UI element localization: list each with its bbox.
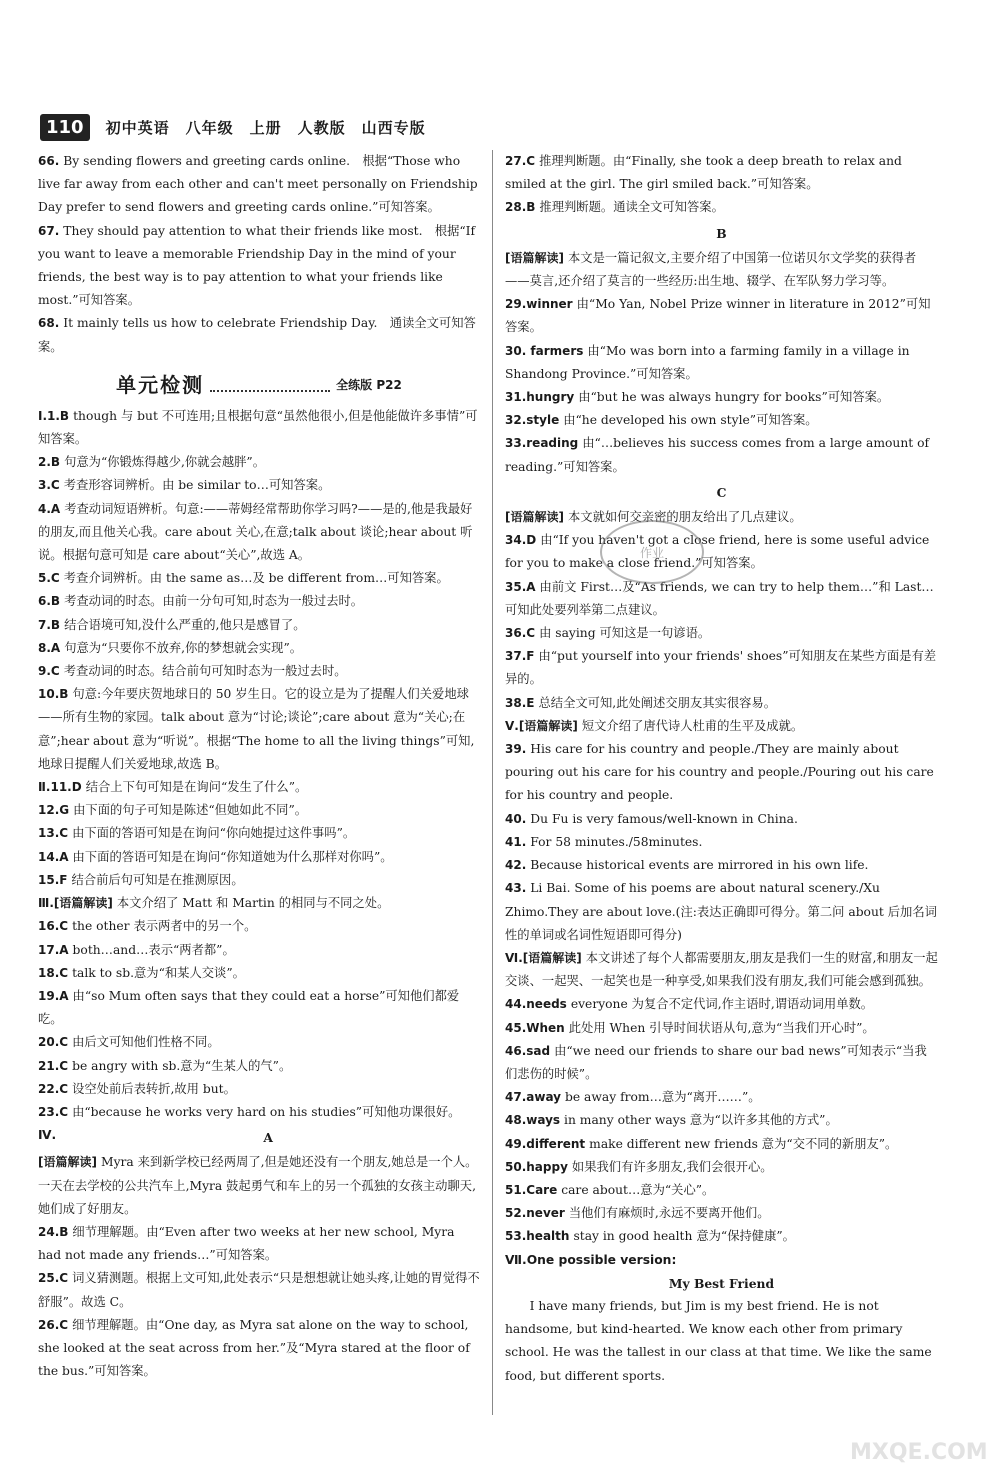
answer-number: 17.A xyxy=(38,942,69,957)
answer-entry xyxy=(505,622,938,645)
answer-entry xyxy=(38,405,480,451)
answer-entry xyxy=(38,567,480,590)
answer-text: both…and…表示“两者都”。 xyxy=(72,942,235,957)
answer-number: [语篇解读] xyxy=(38,1155,97,1170)
answer-number: 35.A xyxy=(505,579,536,594)
right-entries-c xyxy=(505,506,938,1249)
answer-entry xyxy=(38,1314,480,1384)
answer-number: 67. xyxy=(38,223,60,238)
answer-entry xyxy=(38,1221,480,1267)
homework-stamp: 作业 xyxy=(600,520,704,584)
answer-number: 43. xyxy=(505,881,527,896)
answer-entry xyxy=(505,645,938,691)
answer-number: 2.B xyxy=(38,455,61,470)
answer-text: 由前文 First…及“As friends, we can try to help them…”和 Last…可知此处要列举第二点建议。 xyxy=(505,579,934,617)
answer-number: 47.away xyxy=(505,1090,561,1105)
answer-entry xyxy=(505,150,938,196)
answer-entry xyxy=(38,660,480,683)
part7-heading: Ⅶ.One possible version: xyxy=(505,1252,677,1267)
answer-number: 40. xyxy=(505,811,527,826)
answer-number: 19.A xyxy=(38,988,69,1003)
answer-entry xyxy=(505,1086,938,1109)
answer-text: care about…意为“关心”。 xyxy=(561,1182,715,1197)
answer-number: 26.C xyxy=(38,1317,69,1332)
answer-text: make different new friends 意为“交不同的新朋友”。 xyxy=(589,1136,898,1151)
answer-text: 考查动词的时态。结合前句可知时态为一般过去时。 xyxy=(63,664,347,679)
answer-entry xyxy=(38,1101,480,1124)
answer-number: Ⅴ.[语篇解读] xyxy=(505,718,578,733)
answer-text: 由下面的答语可知是在询问“你知道她为什么那样对你吗”。 xyxy=(72,849,393,864)
answer-number: Ⅱ.11.D xyxy=(38,780,82,795)
answer-entry xyxy=(505,831,938,854)
part4-letter: A xyxy=(263,1130,273,1146)
answer-number: 28.B xyxy=(505,200,536,215)
answer-text: 句意:今年要庆贺地球日的 50 岁生日。它的设立是为了提醒人们关爱地球——所有生物的家园。talk about 意为“讨论;谈论”;care about 意为“关心;在意”;hear about 意为“听说”。根据“The home to all the living things”可知,地球日提醒人们关爱地球,故选 B。 xyxy=(38,687,475,771)
answer-entry xyxy=(505,432,938,478)
answer-number: 12.G xyxy=(38,803,70,818)
answer-number: 53.health xyxy=(505,1229,570,1244)
answer-text: talk to sb.意为“和某人交谈”。 xyxy=(72,965,245,980)
page-header xyxy=(40,110,426,144)
answer-number: 20.C xyxy=(38,1035,69,1050)
answer-entry xyxy=(38,939,480,962)
page-number: 110 xyxy=(40,114,90,141)
answer-number: 8.A xyxy=(38,640,61,655)
answer-text: 由“Mo Yan, Nobel Prize winner in literature in 2012”可知答案。 xyxy=(505,297,931,335)
answer-entry xyxy=(505,854,938,877)
answer-entry xyxy=(38,962,480,985)
answer-number: 6.B xyxy=(38,594,61,609)
answer-entry xyxy=(38,683,480,776)
answer-text: Du Fu is very famous/well-known in China. xyxy=(530,811,798,826)
answer-number: 51.Care xyxy=(505,1182,558,1197)
answer-entry xyxy=(505,247,938,293)
answer-text: 由后文可知他们性格不同。 xyxy=(72,1035,220,1050)
answer-entry xyxy=(38,846,480,869)
answer-number: 66. xyxy=(38,154,60,168)
answer-entry xyxy=(38,776,480,799)
answer-number: 44.needs xyxy=(505,997,567,1012)
answer-text: though 与 but 不可连用;且根据句意“虽然他很小,但是他能做许多事情”可知答案。 xyxy=(38,408,478,447)
answer-number: 15.F xyxy=(38,872,68,887)
answer-entry xyxy=(505,738,938,808)
answer-text: Li Bai. Some of his poems are about natural scenery./Xu Zhimo.They are about love.(注:表达正确即可得分。第二问 about 后加名词性的单词或名词性短语即可得分) xyxy=(505,881,937,942)
answer-text: Myra 来到新学校已经两周了,但是她还没有一个朋友,她总是一个人。一天在去学校的公共汽车上,Myra 鼓起勇气和车上的另一个孤独的女孩主动聊天,她们成了好朋友。 xyxy=(38,1155,478,1216)
answer-number: 34.D xyxy=(505,533,537,548)
section-dots xyxy=(210,380,330,392)
answer-number: 13.C xyxy=(38,826,69,841)
answer-number: 7.B xyxy=(38,617,61,632)
right-column xyxy=(505,150,938,1388)
answer-text: For 58 minutes./58minutes. xyxy=(530,834,703,849)
section-ref: 全练版 P22 xyxy=(336,378,402,393)
answer-text: stay in good health 意为“保持健康”。 xyxy=(573,1229,795,1244)
answer-entry xyxy=(505,1109,938,1132)
answer-text: 短文介绍了唐代诗人杜甫的生平及成就。 xyxy=(581,718,804,733)
answer-entry xyxy=(38,150,480,220)
answer-entry xyxy=(505,1040,938,1086)
answer-entry xyxy=(505,1202,938,1225)
answer-text: be angry with sb.意为“生某人的气”。 xyxy=(72,1058,292,1073)
answer-entry xyxy=(38,474,480,497)
answer-text: 由下面的句子可知是陈述“但她如此不同”。 xyxy=(73,803,308,818)
left-column xyxy=(38,150,480,1383)
answer-number: 45.When xyxy=(505,1020,565,1035)
answer-text: 由“put yourself into your friends' shoes”可知朋友在某些方面是有差异的。 xyxy=(505,649,937,687)
essay-title: My Best Friend xyxy=(668,1275,775,1291)
answer-number: 14.A xyxy=(38,849,69,864)
left-top-entries xyxy=(38,150,480,359)
answer-entry xyxy=(38,590,480,613)
answer-text: 句意为“你锻炼得越少,你就会越胖”。 xyxy=(64,455,265,470)
answer-text: 由“…believes his success comes from a large amount of reading.”可知答案。 xyxy=(505,436,930,474)
answer-text: 考查动词短语辨析。句意:——蒂姆经常帮助你学习吗?——是的,他是我最好的朋友,而且他关心我。care about 关心,在意;talk about 谈论;hear about 听说。根据句意可知是 care about“关心”,故选 A。 xyxy=(38,501,473,563)
answer-text: 由“he developed his own style”可知答案。 xyxy=(563,413,818,428)
answer-number: 33.reading xyxy=(505,436,579,451)
answer-entry xyxy=(38,799,480,822)
answer-text: His care for his country and people./They are mainly about pouring out his care for his country and people./Pouring out his care for his country and people. xyxy=(505,742,934,803)
answer-number: 31.hungry xyxy=(505,390,575,405)
answer-entry xyxy=(38,1267,480,1313)
essay-text: I have many friends, but Jim is my best friend. He is not handsome, but kind-hearted. We know each other from primary school. He was the tallest in our class at that time. We like the same food, but different sports. xyxy=(505,1298,932,1383)
answer-number: 52.never xyxy=(505,1206,565,1221)
answer-text: 句意为“只要你不放弃,你的梦想就会实现”。 xyxy=(64,640,303,655)
answer-number: 50.happy xyxy=(505,1159,568,1174)
answer-number: 30. farmers xyxy=(505,343,584,358)
answer-number: [语篇解读] xyxy=(505,250,564,265)
right-entries-a xyxy=(505,150,938,220)
answer-number: 16.C xyxy=(38,919,69,934)
answer-text: 由“we need our friends to share our bad news”可知表示“当我们悲伤的时候”。 xyxy=(505,1043,927,1081)
answer-text: 考查动词的时态。由前一分句可知,时态为一般过去时。 xyxy=(64,594,364,609)
answer-entry xyxy=(38,915,480,938)
answer-text: Because historical events are mirrored in his own life. xyxy=(530,858,869,873)
answer-text: 考查介词辨析。由 the same as…及 be different from…可知答案。 xyxy=(63,571,449,586)
part4-heading xyxy=(38,1124,480,1151)
letter-b: B xyxy=(716,225,727,241)
answer-entry xyxy=(38,892,480,915)
answer-entry xyxy=(38,451,480,474)
answer-text: be away from…意为“离开……”。 xyxy=(565,1090,761,1105)
answer-text: By sending flowers and greeting cards online. 根据“Those who live far away from each other and can't meet personally on Friendship Day prefer to send flowers and greeting cards online.”可知答案。 xyxy=(38,154,478,215)
answer-number: Ⅰ.1.B xyxy=(38,408,70,423)
answer-text: the other 表示两者中的另一个。 xyxy=(72,919,257,934)
answer-entry xyxy=(505,692,938,715)
answer-entry xyxy=(38,1151,480,1221)
answer-entry xyxy=(505,529,938,575)
left-main-entries xyxy=(38,405,480,1124)
answer-number: Ⅲ.[语篇解读] xyxy=(38,896,113,911)
answer-number: 3.C xyxy=(38,478,60,493)
answer-number: 32.style xyxy=(505,413,560,428)
answer-entry xyxy=(505,1225,938,1248)
answer-entry xyxy=(505,506,938,529)
answer-number: 10.B xyxy=(38,687,69,702)
answer-entry xyxy=(38,498,480,568)
answer-text: 考查形容词辨析。由 be similar to…可知答案。 xyxy=(63,478,331,493)
answer-text: 由“Mo was born into a farming family in a village in Shandong Province.”可知答案。 xyxy=(505,343,910,381)
answer-text: 细节理解题。由“Even after two weeks at her new school, Myra had not made any friends…”可知答案。 xyxy=(38,1224,455,1263)
answer-entry xyxy=(505,877,938,947)
answer-entry xyxy=(38,869,480,892)
section-header xyxy=(38,369,480,403)
column-divider xyxy=(492,150,493,1415)
answer-entry xyxy=(505,293,938,339)
answer-text: 词义猜测题。根据上文可知,此处表示“只是想想就让她头疼,让她的胃觉得不舒服”。故选 C。 xyxy=(38,1271,480,1309)
answer-number: 21.C xyxy=(38,1058,69,1073)
answer-entry xyxy=(505,340,938,386)
answer-number: Ⅵ.[语篇解读] xyxy=(505,950,582,965)
answer-text: 此处用 When 引导时间状语从句,意为“当我们开心时”。 xyxy=(568,1020,875,1035)
answer-entry xyxy=(505,1133,938,1156)
answer-text: 本文是一篇记叙文,主要介绍了中国第一位诺贝尔文学奖的获得者——莫言,还介绍了莫言的一些经历:出生地、辍学、在军队努力学习等。 xyxy=(505,250,917,289)
answer-text: 结合前后句可知是在推测原因。 xyxy=(71,872,244,887)
answer-number: 22.C xyxy=(38,1081,69,1096)
answer-entry xyxy=(505,1156,938,1179)
answer-number: 46.sad xyxy=(505,1043,551,1058)
answer-entry xyxy=(505,808,938,831)
left-main2-entries xyxy=(38,1151,480,1383)
answer-number: 42. xyxy=(505,858,527,873)
answer-number: 23.C xyxy=(38,1104,69,1119)
answer-entry xyxy=(38,1055,480,1078)
answer-entry xyxy=(505,409,938,432)
answer-text: in many other ways 意为“以许多其他的方式”。 xyxy=(564,1113,838,1128)
answer-entry xyxy=(505,1179,938,1202)
answer-number: [语篇解读] xyxy=(505,510,564,525)
answer-entry xyxy=(38,220,480,313)
answer-entry xyxy=(505,576,938,622)
answer-entry xyxy=(505,715,938,738)
answer-number: 49.different xyxy=(505,1136,586,1151)
answer-entry xyxy=(38,312,480,358)
answer-text: They should pay attention to what their friends like most. 根据“If you want to leave a memorable Friendship Day in the mind of your friends, the best way is to pay attention to what your friends like most.”可知答案。 xyxy=(38,223,476,308)
answer-text: 细节理解题。由“One day, as Myra sat alone on the way to school, she looked at the seat across from her.”及“Myra stared at the floor of the bus.”可知答案。 xyxy=(38,1317,470,1379)
answer-entry xyxy=(38,614,480,637)
answer-number: 37.F xyxy=(505,649,535,664)
answer-number: 27.C xyxy=(505,154,536,168)
answer-text: 结合语境可知,没什么严重的,他只是感冒了。 xyxy=(64,617,306,632)
answer-text: It mainly tells us how to celebrate Friendship Day. 通读全文可知答案。 xyxy=(38,316,476,354)
answer-entry xyxy=(505,1017,938,1040)
answer-text: 由 saying 可知这是一句谚语。 xyxy=(539,626,711,641)
answer-entry xyxy=(505,196,938,219)
answer-entry xyxy=(38,1031,480,1054)
answer-number: 9.C xyxy=(38,664,60,679)
answer-entry xyxy=(38,822,480,845)
answer-text: 如果我们有许多朋友,我们会很开心。 xyxy=(571,1159,773,1174)
answer-number: 25.C xyxy=(38,1271,69,1286)
answer-text: 本文就如何交亲密的朋友给出了几点建议。 xyxy=(567,510,802,525)
part4-label: Ⅳ. xyxy=(38,1128,57,1143)
answer-text: 推理判断题。由“Finally, she took a deep breath to relax and smiled at the girl. The girl smiled back.”可知答案。 xyxy=(505,154,902,192)
answer-entry xyxy=(38,1078,480,1101)
answer-entry xyxy=(505,947,938,993)
answer-entry xyxy=(38,985,480,1031)
answer-entry xyxy=(505,386,938,409)
answer-text: 设空处前后表转折,故用 but。 xyxy=(72,1081,236,1096)
answer-text: 由“so Mum often says that they could eat a horse”可知他们都爱吃。 xyxy=(38,988,460,1027)
answer-number: 39. xyxy=(505,742,527,757)
answer-text: 总结全文可知,此处阐述交朋友其实很容易。 xyxy=(538,695,777,710)
answer-text: 推理判断题。通读全文可知答案。 xyxy=(539,200,724,215)
section-title: 单元检测 xyxy=(116,373,205,398)
right-entries-b xyxy=(505,247,938,479)
watermark: MXQE.COM xyxy=(850,1440,988,1465)
answer-text: 由“If you haven't got a close friend, here is some useful advice for you to make a close friend.”可知答案。 xyxy=(505,533,930,571)
answer-number: 18.C xyxy=(38,965,69,980)
answer-text: 由“but he was always hungry for books”可知答案。 xyxy=(578,390,890,405)
answer-text: 结合上下句可知是在询问“发生了什么”。 xyxy=(85,780,308,795)
answer-text: 本文介绍了 Matt 和 Martin 的相同与不同之处。 xyxy=(116,896,390,911)
answer-text: 当他们有麻烦时,永远不要离开他们。 xyxy=(568,1206,770,1221)
answer-number: 29.winner xyxy=(505,297,573,312)
answer-number: 38.E xyxy=(505,695,535,710)
answer-text: everyone 为复合不定代词,作主语时,谓语动词用单数。 xyxy=(570,997,874,1012)
answer-entry xyxy=(38,637,480,660)
answer-number: 4.A xyxy=(38,501,61,516)
answer-text: 由“because he works very hard on his studies”可知他功课很好。 xyxy=(72,1104,461,1119)
answer-number: 68. xyxy=(38,316,60,331)
letter-c: C xyxy=(716,484,727,500)
header-title: 初中英语 八年级 上册 人教版 山西专版 xyxy=(105,118,426,137)
answer-number: 24.B xyxy=(38,1224,69,1239)
answer-entry xyxy=(505,993,938,1016)
answer-number: 48.ways xyxy=(505,1113,561,1128)
answer-text: 本文讲述了每个人都需要朋友,朋友是我们一生的财富,和朋友一起交谈、一起哭、一起笑也是一种享受,如果我们没有朋友,我们可能会感到孤独。 xyxy=(505,950,938,989)
answer-number: 5.C xyxy=(38,571,60,586)
answer-number: 36.C xyxy=(505,626,536,641)
answer-text: 由下面的答语可知是在询问“你向她提过这件事吗”。 xyxy=(72,826,356,841)
answer-number: 41. xyxy=(505,834,527,849)
